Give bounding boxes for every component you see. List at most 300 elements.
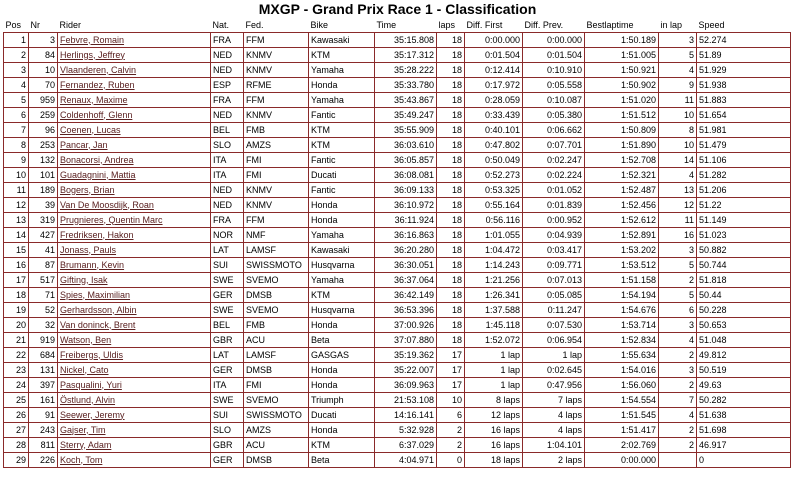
- table-row: [4, 123, 791, 138]
- cell-time: 6:37.029: [375, 438, 437, 453]
- cell-in-lap: 2: [659, 378, 697, 393]
- cell-fed: FFM: [244, 213, 309, 228]
- cell-time: 36:09.963: [375, 378, 437, 393]
- cell-bestlaptime: 1:50.189: [585, 33, 659, 48]
- rider-link[interactable]: Guadagnini, Mattia: [58, 168, 211, 183]
- cell-pos: 15: [4, 243, 29, 258]
- rider-link[interactable]: Van De Moosdijk, Roan: [58, 198, 211, 213]
- cell-diff-prev: 0:06.954: [523, 333, 585, 348]
- cell-diff-prev: 0:01.839: [523, 198, 585, 213]
- cell-bestlaptime: 1:52.708: [585, 153, 659, 168]
- cell-fed: NMF: [244, 228, 309, 243]
- cell-time: 35:43.867: [375, 93, 437, 108]
- cell-bike: Honda: [309, 363, 375, 378]
- cell-bike: Honda: [309, 378, 375, 393]
- table-row: [4, 228, 791, 243]
- cell-in-lap: 9: [659, 78, 697, 93]
- cell-diff-first: 0:50.049: [465, 153, 523, 168]
- cell-bike: Yamaha: [309, 273, 375, 288]
- cell-pos: 12: [4, 198, 29, 213]
- cell-speed: 51.981: [697, 123, 791, 138]
- cell-fed: SVEMO: [244, 393, 309, 408]
- rider-link[interactable]: Febvre, Romain: [58, 33, 211, 48]
- cell-speed: 51.818: [697, 273, 791, 288]
- cell-bestlaptime: 1:52.487: [585, 183, 659, 198]
- table-row: [4, 288, 791, 303]
- cell-bestlaptime: 1:51.512: [585, 108, 659, 123]
- cell-time: 35:22.007: [375, 363, 437, 378]
- cell-nat: NED: [211, 48, 244, 63]
- cell-diff-prev: 0:09.771: [523, 258, 585, 273]
- cell-diff-prev: 0:06.662: [523, 123, 585, 138]
- table-row: [4, 423, 791, 438]
- cell-diff-prev: 0:07.701: [523, 138, 585, 153]
- cell-speed: 50.282: [697, 393, 791, 408]
- cell-time: 37:00.926: [375, 318, 437, 333]
- cell-in-lap: 12: [659, 198, 697, 213]
- cell-diff-prev: 0:00.952: [523, 213, 585, 228]
- cell-speed: 51.479: [697, 138, 791, 153]
- cell-in-lap: 3: [659, 33, 697, 48]
- cell-time: 36:08.081: [375, 168, 437, 183]
- cell-fed: LAMSF: [244, 243, 309, 258]
- cell-nr: 84: [29, 48, 58, 63]
- table-row: [4, 48, 791, 63]
- cell-bestlaptime: 1:54.676: [585, 303, 659, 318]
- cell-pos: 7: [4, 123, 29, 138]
- cell-time: 35:15.808: [375, 33, 437, 48]
- rider-link[interactable]: Coldenhoff, Glenn: [58, 108, 211, 123]
- cell-nr: 684: [29, 348, 58, 363]
- cell-diff-first: 18 laps: [465, 453, 523, 468]
- cell-laps: 18: [437, 273, 465, 288]
- table-row: [4, 363, 791, 378]
- cell-bestlaptime: 1:51.545: [585, 408, 659, 423]
- cell-time: 36:30.051: [375, 258, 437, 273]
- cell-speed: 52.274: [697, 33, 791, 48]
- cell-pos: 11: [4, 183, 29, 198]
- cell-laps: 18: [437, 303, 465, 318]
- cell-bestlaptime: 1:51.417: [585, 423, 659, 438]
- table-row: [4, 93, 791, 108]
- cell-diff-prev: 2 laps: [523, 453, 585, 468]
- cell-in-lap: 11: [659, 213, 697, 228]
- cell-nat: SWE: [211, 273, 244, 288]
- cell-nat: NOR: [211, 228, 244, 243]
- cell-diff-prev: 0:47.956: [523, 378, 585, 393]
- cell-bike: Kawasaki: [309, 243, 375, 258]
- cell-nr: 959: [29, 93, 58, 108]
- cell-nr: 253: [29, 138, 58, 153]
- cell-laps: 18: [437, 153, 465, 168]
- cell-nat: LAT: [211, 348, 244, 363]
- cell-fed: SWISSMOTO: [244, 258, 309, 273]
- rider-link[interactable]: Fredriksen, Hakon: [58, 228, 211, 243]
- column-header-pos: Pos: [5, 19, 22, 30]
- cell-nat: GER: [211, 363, 244, 378]
- cell-time: 14:16.141: [375, 408, 437, 423]
- rider-link[interactable]: Pancar, Jan: [58, 138, 211, 153]
- cell-in-lap: 5: [659, 258, 697, 273]
- cell-bike: Honda: [309, 423, 375, 438]
- cell-speed: 51.22: [697, 198, 791, 213]
- cell-nat: ITA: [211, 168, 244, 183]
- cell-time: 36:20.280: [375, 243, 437, 258]
- cell-nr: 319: [29, 213, 58, 228]
- cell-diff-first: 1:21.256: [465, 273, 523, 288]
- cell-nat: NED: [211, 108, 244, 123]
- cell-time: 35:17.312: [375, 48, 437, 63]
- cell-bike: Husqvarna: [309, 303, 375, 318]
- cell-nr: 91: [29, 408, 58, 423]
- cell-laps: 17: [437, 348, 465, 363]
- cell-speed: 51.938: [697, 78, 791, 93]
- cell-laps: 18: [437, 213, 465, 228]
- cell-bestlaptime: 1:52.612: [585, 213, 659, 228]
- cell-diff-first: 1:45.118: [465, 318, 523, 333]
- cell-bestlaptime: 1:51.020: [585, 93, 659, 108]
- cell-speed: 46.917: [697, 438, 791, 453]
- rider-link[interactable]: Spies, Maximilian: [58, 288, 211, 303]
- cell-laps: 0: [437, 453, 465, 468]
- cell-nat: GBR: [211, 333, 244, 348]
- table-row: [4, 168, 791, 183]
- cell-in-lap: 2: [659, 438, 697, 453]
- cell-time: 36:10.972: [375, 198, 437, 213]
- cell-bestlaptime: 1:51.890: [585, 138, 659, 153]
- cell-bike: Yamaha: [309, 63, 375, 78]
- cell-nat: FRA: [211, 33, 244, 48]
- cell-in-lap: 4: [659, 408, 697, 423]
- cell-diff-first: 0:33.439: [465, 108, 523, 123]
- table-row: [4, 438, 791, 453]
- cell-speed: 51.89: [697, 48, 791, 63]
- cell-speed: 51.929: [697, 63, 791, 78]
- cell-fed: ACU: [244, 438, 309, 453]
- cell-nr: 41: [29, 243, 58, 258]
- cell-fed: FMI: [244, 378, 309, 393]
- cell-diff-prev: 0:11.247: [523, 303, 585, 318]
- cell-nat: SWE: [211, 393, 244, 408]
- cell-pos: 25: [4, 393, 29, 408]
- rider-link[interactable]: Bogers, Brian: [58, 183, 211, 198]
- cell-fed: LAMSF: [244, 348, 309, 363]
- cell-nr: 243: [29, 423, 58, 438]
- cell-pos: 22: [4, 348, 29, 363]
- cell-in-lap: 4: [659, 333, 697, 348]
- cell-in-lap: 5: [659, 288, 697, 303]
- cell-diff-prev: 0:10.087: [523, 93, 585, 108]
- cell-time: 36:11.924: [375, 213, 437, 228]
- cell-bike: Ducati: [309, 168, 375, 183]
- cell-speed: 51.206: [697, 183, 791, 198]
- cell-diff-first: 0:53.325: [465, 183, 523, 198]
- cell-diff-first: 0:01.504: [465, 48, 523, 63]
- cell-pos: 24: [4, 378, 29, 393]
- cell-time: 36:16.863: [375, 228, 437, 243]
- cell-laps: 18: [437, 333, 465, 348]
- cell-nr: 70: [29, 78, 58, 93]
- cell-laps: 18: [437, 48, 465, 63]
- cell-bike: Kawasaki: [309, 33, 375, 48]
- rider-link[interactable]: Freibergs, Uldis: [58, 348, 211, 363]
- cell-nr: 919: [29, 333, 58, 348]
- cell-pos: 10: [4, 168, 29, 183]
- cell-fed: KNMV: [244, 183, 309, 198]
- cell-pos: 29: [4, 453, 29, 468]
- cell-in-lap: 16: [659, 228, 697, 243]
- cell-diff-prev: 1:04.101: [523, 438, 585, 453]
- cell-speed: 51.654: [697, 108, 791, 123]
- cell-time: 36:42.149: [375, 288, 437, 303]
- cell-nat: ITA: [211, 153, 244, 168]
- cell-bike: Honda: [309, 318, 375, 333]
- cell-bike: KTM: [309, 123, 375, 138]
- cell-speed: 51.048: [697, 333, 791, 348]
- cell-laps: 18: [437, 63, 465, 78]
- cell-pos: 28: [4, 438, 29, 453]
- cell-laps: 18: [437, 108, 465, 123]
- column-header-fed: Fed.: [245, 19, 264, 30]
- table-row: [4, 393, 791, 408]
- cell-nat: ITA: [211, 378, 244, 393]
- cell-fed: DMSB: [244, 288, 309, 303]
- rider-link[interactable]: Jonass, Pauls: [58, 243, 211, 258]
- cell-bike: GASGAS: [309, 348, 375, 363]
- cell-speed: 51.023: [697, 228, 791, 243]
- cell-diff-prev: 0:05.085: [523, 288, 585, 303]
- cell-pos: 5: [4, 93, 29, 108]
- cell-bestlaptime: 1:50.902: [585, 78, 659, 93]
- cell-diff-prev: 0:07.530: [523, 318, 585, 333]
- cell-laps: 18: [437, 198, 465, 213]
- table-header-row: [4, 18, 791, 33]
- cell-speed: 49.812: [697, 348, 791, 363]
- cell-speed: 51.106: [697, 153, 791, 168]
- rider-link[interactable]: Brumann, Kevin: [58, 258, 211, 273]
- cell-diff-prev: 0:04.939: [523, 228, 585, 243]
- cell-speed: 50.882: [697, 243, 791, 258]
- column-header-time: Time: [376, 19, 397, 30]
- cell-nat: SWE: [211, 303, 244, 318]
- cell-nr: 189: [29, 183, 58, 198]
- table-row: [4, 153, 791, 168]
- cell-diff-prev: 0:00.000: [523, 33, 585, 48]
- cell-speed: 50.44: [697, 288, 791, 303]
- cell-speed: 51.883: [697, 93, 791, 108]
- cell-bestlaptime: 1:51.158: [585, 273, 659, 288]
- table-row: [4, 258, 791, 273]
- cell-nr: 32: [29, 318, 58, 333]
- cell-bike: Yamaha: [309, 228, 375, 243]
- cell-laps: 18: [437, 318, 465, 333]
- cell-nr: 39: [29, 198, 58, 213]
- rider-link[interactable]: Bonacorsi, Andrea: [58, 153, 211, 168]
- cell-diff-prev: 0:05.558: [523, 78, 585, 93]
- cell-fed: FMB: [244, 318, 309, 333]
- cell-time: 35:49.247: [375, 108, 437, 123]
- cell-laps: 18: [437, 183, 465, 198]
- rider-link[interactable]: Vlaanderen, Calvin: [58, 63, 211, 78]
- cell-nat: FRA: [211, 93, 244, 108]
- cell-in-lap: 10: [659, 138, 697, 153]
- rider-link[interactable]: Renaux, Maxime: [58, 93, 211, 108]
- cell-nat: NED: [211, 183, 244, 198]
- table-row: [4, 318, 791, 333]
- cell-diff-first: 1:04.472: [465, 243, 523, 258]
- cell-bestlaptime: 1:52.456: [585, 198, 659, 213]
- cell-in-lap: 7: [659, 393, 697, 408]
- cell-pos: 26: [4, 408, 29, 423]
- cell-bestlaptime: 1:53.512: [585, 258, 659, 273]
- cell-bestlaptime: 1:50.809: [585, 123, 659, 138]
- cell-bestlaptime: 1:56.060: [585, 378, 659, 393]
- table-row: [4, 273, 791, 288]
- rider-link[interactable]: Van doninck, Brent: [58, 318, 211, 333]
- cell-fed: FMI: [244, 153, 309, 168]
- cell-diff-first: 0:28.059: [465, 93, 523, 108]
- cell-time: 36:05.857: [375, 153, 437, 168]
- cell-diff-prev: 4 laps: [523, 408, 585, 423]
- cell-nr: 52: [29, 303, 58, 318]
- cell-diff-first: 0:52.273: [465, 168, 523, 183]
- cell-pos: 18: [4, 288, 29, 303]
- cell-diff-first: 0:47.802: [465, 138, 523, 153]
- cell-diff-first: 1 lap: [465, 348, 523, 363]
- rider-link[interactable]: Coenen, Lucas: [58, 123, 211, 138]
- cell-time: 36:03.610: [375, 138, 437, 153]
- cell-bestlaptime: 1:50.921: [585, 63, 659, 78]
- table-row: [4, 33, 791, 48]
- column-header-in-lap: in lap: [660, 19, 683, 30]
- cell-time: 36:37.064: [375, 273, 437, 288]
- cell-bestlaptime: 2:02.769: [585, 438, 659, 453]
- table-row: [4, 183, 791, 198]
- cell-nr: 3: [29, 33, 58, 48]
- rider-link[interactable]: Koch, Tom: [58, 453, 211, 468]
- column-header-bestlaptime: Bestlaptime: [586, 19, 634, 30]
- cell-nat: NED: [211, 198, 244, 213]
- cell-nr: 226: [29, 453, 58, 468]
- rider-link[interactable]: Fernandez, Ruben: [58, 78, 211, 93]
- cell-bike: Yamaha: [309, 93, 375, 108]
- cell-speed: 50.653: [697, 318, 791, 333]
- cell-fed: DMSB: [244, 363, 309, 378]
- rider-link[interactable]: Nickel, Cato: [58, 363, 211, 378]
- cell-time: 4:04.971: [375, 453, 437, 468]
- rider-link[interactable]: Gerhardsson, Albin: [58, 303, 211, 318]
- cell-time: 37:07.880: [375, 333, 437, 348]
- cell-pos: 3: [4, 63, 29, 78]
- column-header-bike: Bike: [310, 19, 329, 30]
- cell-diff-first: 1 lap: [465, 378, 523, 393]
- table-row: [4, 453, 791, 468]
- table-row: [4, 198, 791, 213]
- cell-diff-first: 1:01.055: [465, 228, 523, 243]
- cell-diff-first: 0:56.116: [465, 213, 523, 228]
- rider-link[interactable]: Sterry, Adam: [58, 438, 211, 453]
- rider-link[interactable]: Gifting, Isak: [58, 273, 211, 288]
- cell-bestlaptime: 1:53.202: [585, 243, 659, 258]
- cell-bestlaptime: 0:00.000: [585, 453, 659, 468]
- cell-pos: 1: [4, 33, 29, 48]
- cell-in-lap: 4: [659, 168, 697, 183]
- cell-nat: ESP: [211, 78, 244, 93]
- cell-diff-prev: 0:01.504: [523, 48, 585, 63]
- cell-laps: 18: [437, 228, 465, 243]
- rider-link[interactable]: Seewer, Jeremy: [58, 408, 211, 423]
- rider-link[interactable]: Gajser, Tim: [58, 423, 211, 438]
- cell-bestlaptime: 1:54.016: [585, 363, 659, 378]
- cell-nr: 397: [29, 378, 58, 393]
- cell-nr: 427: [29, 228, 58, 243]
- cell-diff-first: 8 laps: [465, 393, 523, 408]
- table-row: [4, 138, 791, 153]
- cell-pos: 20: [4, 318, 29, 333]
- rider-link[interactable]: Herlings, Jeffrey: [58, 48, 211, 63]
- cell-nat: SLO: [211, 138, 244, 153]
- rider-link[interactable]: Prugnieres, Quentin Marc: [58, 213, 211, 228]
- cell-fed: KNMV: [244, 108, 309, 123]
- rider-link[interactable]: Östlund, Alvin: [58, 393, 211, 408]
- cell-time: 35:28.222: [375, 63, 437, 78]
- cell-nr: 131: [29, 363, 58, 378]
- cell-in-lap: 14: [659, 153, 697, 168]
- cell-in-lap: 8: [659, 123, 697, 138]
- cell-diff-first: 1:14.243: [465, 258, 523, 273]
- cell-speed: 51.638: [697, 408, 791, 423]
- cell-nat: LAT: [211, 243, 244, 258]
- column-header-nat: Nat.: [212, 19, 230, 30]
- cell-diff-first: 0:55.164: [465, 198, 523, 213]
- cell-bestlaptime: 1:55.634: [585, 348, 659, 363]
- cell-bestlaptime: 1:52.891: [585, 228, 659, 243]
- cell-nat: SUI: [211, 408, 244, 423]
- cell-bike: Fantic: [309, 183, 375, 198]
- cell-laps: 6: [437, 408, 465, 423]
- cell-bike: Honda: [309, 78, 375, 93]
- cell-pos: 14: [4, 228, 29, 243]
- rider-link[interactable]: Watson, Ben: [58, 333, 211, 348]
- cell-speed: 0: [697, 453, 791, 468]
- cell-diff-prev: 0:05.380: [523, 108, 585, 123]
- table-row: [4, 63, 791, 78]
- cell-diff-first: 0:40.101: [465, 123, 523, 138]
- cell-pos: 9: [4, 153, 29, 168]
- table-body: [4, 33, 791, 468]
- cell-diff-prev: 0:02.247: [523, 153, 585, 168]
- column-header-diff-prev: Diff. Prev.: [524, 19, 564, 30]
- cell-time: 35:55.909: [375, 123, 437, 138]
- cell-bike: Triumph: [309, 393, 375, 408]
- classification-table: [3, 18, 791, 468]
- table-row: [4, 243, 791, 258]
- cell-fed: SVEMO: [244, 303, 309, 318]
- cell-nat: GER: [211, 453, 244, 468]
- cell-nat: SUI: [211, 258, 244, 273]
- cell-pos: 16: [4, 258, 29, 273]
- cell-bike: Beta: [309, 333, 375, 348]
- cell-fed: ACU: [244, 333, 309, 348]
- cell-speed: 50.519: [697, 363, 791, 378]
- cell-bike: Fantic: [309, 108, 375, 123]
- rider-link[interactable]: Pasqualini, Yuri: [58, 378, 211, 393]
- cell-fed: AMZS: [244, 423, 309, 438]
- cell-speed: 49.63: [697, 378, 791, 393]
- cell-time: 36:53.396: [375, 303, 437, 318]
- table-row: [4, 108, 791, 123]
- cell-nat: NED: [211, 63, 244, 78]
